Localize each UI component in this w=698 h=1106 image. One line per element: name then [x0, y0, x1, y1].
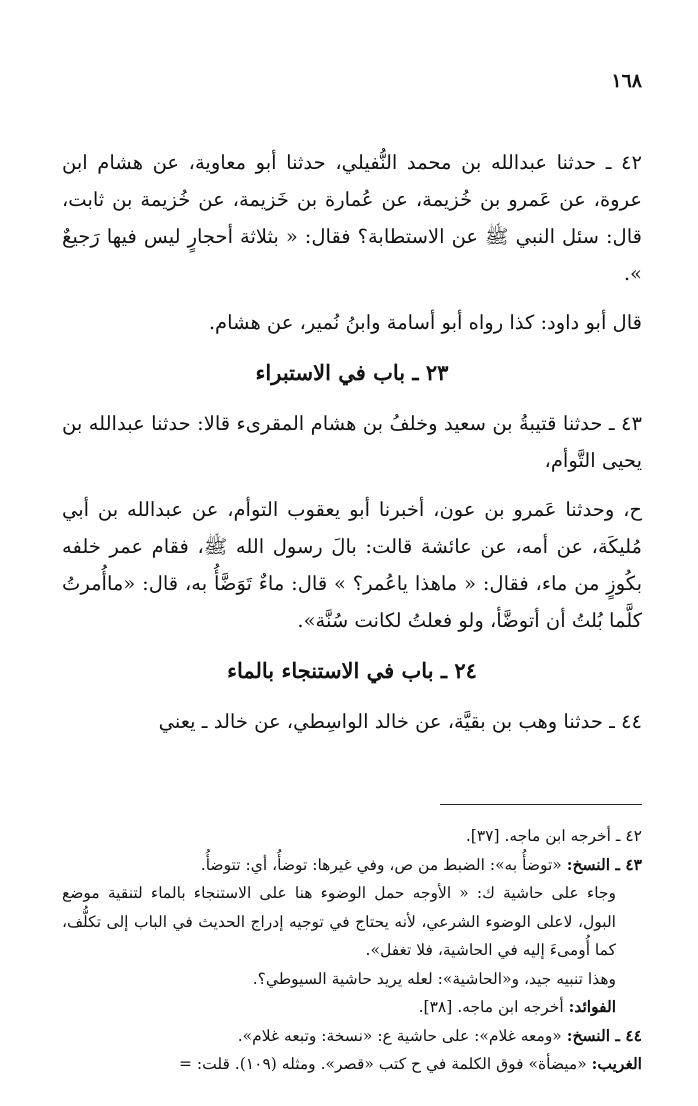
gharib-label: الغريب:: [591, 1054, 642, 1073]
footnote-43-text: «توضأُ به»: الضبط من ص، وفي غيرها: توضأُ، أي: تتوضأُ.: [200, 855, 562, 874]
footnote-44: [62, 1022, 642, 1051]
fawaid-label: الفوائد:: [568, 997, 616, 1016]
footnote-42: ٤٢ ـ أخرجه ابن ماجه. [٣٧].: [465, 827, 642, 845]
footnote-43: [62, 851, 642, 880]
footnote-separator: [440, 804, 642, 805]
main-text: [62, 144, 642, 752]
chapter-24-heading: ٢٤ ـ باب في الاستنجاء بالماء: [227, 658, 477, 683]
footnote-43-label: ٤٣ ـ النسخ:: [566, 854, 642, 874]
hadith-42: ٤٢ ـ حدثنا عبدالله بن محمد النُّفيلي، حدثنا أبو معاوية، عن هشام ابن عروة، عن عَمرو بن خُزيمة، عن عُمارة بن خَزيمة، عن خُزيمة بن ثابت، قال: سئل النبي ﷺ عن الاستطابة؟ فقال: « بثلاثة أحجارٍ ليس فيها رَجيعٌ ».: [62, 151, 642, 285]
footnote-43-fawaid: [62, 993, 642, 1022]
footnote-44-label: ٤٤ ـ النسخ:: [566, 1025, 642, 1045]
footnote-44-gharib: [62, 1050, 642, 1079]
hadith-43-part1: ٤٣ ـ حدثنا قتيبةُ بن سعيد وخلفُ بن هشام المقرىء قالا: حدثنا عبدالله بن يحيى التَّوأم،: [62, 412, 642, 472]
footnotes: [62, 822, 642, 1079]
fawaid-text: أخرجه ابن ماجه. [٣٨].: [418, 998, 564, 1016]
abu-dawud-comment: قال أبو داود: كذا رواه أبو أسامة وابنُ نُمير، عن هشام.: [208, 311, 642, 334]
footnote-44-text: «ومعه غلام»: على حاشية ع: «نسخة: وتبعه غلام».: [237, 1026, 562, 1045]
chapter-23-heading: ٢٣ ـ باب في الاستبراء: [255, 360, 449, 385]
footnote-43-remark: وهذا تنبيه جيد، و«الحاشية»: لعله يريد حاشية السيوطي؟.: [252, 969, 616, 988]
footnote-43-margin-note: وجاء على حاشية ك: « الأوجه حمل الوضوء هنا على الاستنجاء بالماء لتنقية موضع البول، لاعلى الوضوء الشرعي، لأنه يحتاج في توجيه إدراج الحديث في الباب إلى تكلُّف، كما أُومىءَ إليه في الحاشية، فلا تغفل».: [62, 884, 616, 959]
hadith-44: ٤٤ ـ حدثنا وهب بن بقيَّة، عن خالد الواسِطي، عن خالد ـ يعني: [158, 710, 642, 733]
page-number: ١٦٨: [611, 70, 642, 92]
gharib-text: «ميضأة» فوق الكلمة في ح كتب «قصر». ومثله (١٠٩). قلت: =: [178, 1055, 587, 1073]
hadith-43-part2: ح، وحدثنا عَمرو بن عون، أخبرنا أبو يعقوب التوأم، عن عبدالله بن أبي مُليكَة، عن أمه، عن عائشة قالت: بالَ رسول الله ﷺ، فقام عمر خلفه بكُوزٍ من ماء، فقال: « ماهذا ياعُمر؟ » قال: ماءٌ تَوَضَّأُ به، قال: «ماأُمرتُ كلَّما بُلتُ أن أتوضَّأ، ولو فعلتُ لكانت سُنَّة».: [62, 498, 642, 632]
